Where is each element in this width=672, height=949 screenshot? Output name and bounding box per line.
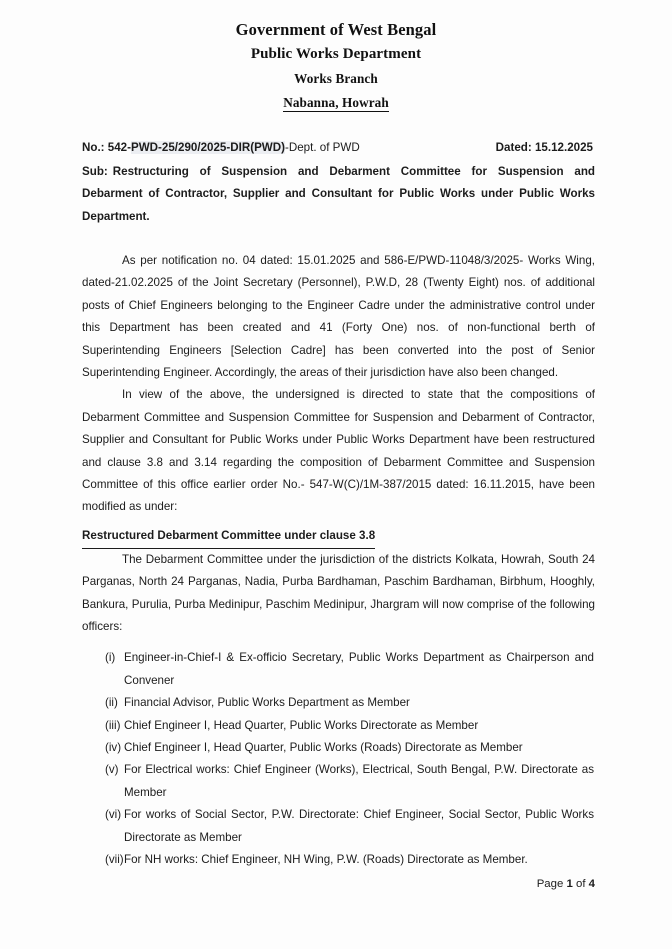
- reference-number-value: 542-: [107, 141, 131, 154]
- section-heading-wrapper: [82, 521, 595, 549]
- letterhead-address-text: Nabanna, Howrah: [283, 95, 389, 110]
- letterhead-government-name: Government of West Bengal: [235, 20, 437, 39]
- footer-page-label: Page: [536, 878, 564, 890]
- list-item-marker: (vi): [105, 808, 122, 822]
- footer-current-page: 1: [566, 878, 573, 890]
- list-item-text: Chief Engineer I, Head Quarter, Public Works (Roads) Directorate as Member: [124, 741, 523, 755]
- letterhead-address: [0, 91, 672, 115]
- body-paragraph-2: In view of the above, the undersigned is directed to state that the compositions of Debarment Committee and Suspension Committee for Suspension and Debarment of Contractor, Supplier and Consultant for Public Works under Public Works Department have been restructured and clause 3.8 and 3.14 regarding the composition of Debarment Committee and Suspension Committee of this office earlier order No.- 547-W(C)/1M-387/2015 dated: 16.11.2015, have been modified as under:: [82, 388, 595, 514]
- list-item-text: Financial Advisor, Public Works Department as Member: [124, 696, 410, 710]
- list-item-marker: (ii): [105, 696, 118, 710]
- reference-date-label: Dated:: [495, 141, 532, 154]
- list-item-marker: (vii): [105, 853, 124, 867]
- letterhead: [0, 0, 672, 115]
- list-item: [82, 737, 595, 759]
- reference-number-tail: -Dept. of PWD: [284, 141, 360, 154]
- list-item: [82, 804, 595, 849]
- subject-row: [82, 161, 595, 229]
- page-footer: [82, 878, 595, 890]
- list-item-marker: (v): [105, 763, 119, 777]
- document-body: [82, 250, 595, 871]
- list-item-text: For Electrical works: Chief Engineer (Works), Electrical, South Bengal, P.W. Directorate as Member: [124, 763, 594, 799]
- list-item-marker: (iii): [105, 718, 121, 732]
- list-item-text: Chief Engineer I, Head Quarter, Public Works Directorate as Member: [124, 718, 479, 732]
- section-heading: Restructured Debarment Committee under clause 3.8: [82, 525, 375, 549]
- subject-text: Restructuring of Suspension and Debarment Committee for Suspension and Debarment of Contractor, Supplier and Consultant for Public Works under Public Works Department.: [82, 164, 595, 223]
- body-paragraph-1: As per notification no. 04 dated: 15.01.2025 and 586-E/PWD-11048/3/2025- Works Wing, dated-21.02.2025 of the Joint Secretary (Personnel), P.W.D, 28 (Twenty Eight) nos. of additional posts of Chief Engineers belonging to the Engineer Cadre under the administrative control under this Department has been created and 41 (Forty One) nos. of non-functional berth of Superintending Engineers [Selection Cadre] has been converted into the post of Senior Superintending Engineer. Accordingly, the areas of their jurisdiction have also been changed.: [82, 254, 595, 380]
- letterhead-branch-name: Works Branch: [294, 71, 378, 86]
- reference-number-highlighted-value: PWD-25/290/2025-DIR(PWD): [131, 141, 285, 154]
- body-paragraph-3: The Debarment Committee under the jurisdiction of the districts Kolkata, Howrah, South 24 Parganas, North 24 Parganas, Nadia, Purba Bardhaman, Paschim Bardhaman, Birbhum, Hooghly, Bankura, Purulia, Purba Medinipur, Paschim Medinipur, Jhargram will now comprise of the following officers:: [82, 552, 595, 633]
- list-item: [82, 647, 595, 692]
- reference-block: [82, 137, 595, 228]
- subject-label: Sub:: [82, 164, 108, 178]
- list-item-marker: (i): [105, 651, 116, 665]
- list-item-text: Engineer-in-Chief-I & Ex-officio Secretary, Public Works Department as Chairperson and Convener: [124, 651, 594, 687]
- list-item: [82, 849, 595, 871]
- reference-date: [496, 137, 595, 160]
- list-item-text: For NH works: Chief Engineer, NH Wing, P.W. (Roads) Directorate as Member.: [124, 853, 528, 867]
- list-item: [82, 759, 595, 804]
- reference-number: [82, 137, 360, 160]
- list-item: [82, 715, 595, 737]
- committee-members-list: [82, 647, 595, 871]
- reference-number-row: [82, 137, 595, 160]
- list-item: [82, 692, 595, 714]
- letterhead-department-name: Public Works Department: [250, 46, 422, 62]
- list-item-marker: (iv): [105, 741, 122, 755]
- footer-of-label: of: [575, 878, 586, 890]
- list-item-text: For works of Social Sector, P.W. Directorate: Chief Engineer, Social Sector, Public Works Directorate as Member: [124, 808, 594, 844]
- footer-total-pages: 4: [588, 878, 595, 890]
- reference-date-value: 15.12.2025: [534, 141, 593, 154]
- reference-number-label: No.:: [82, 141, 105, 154]
